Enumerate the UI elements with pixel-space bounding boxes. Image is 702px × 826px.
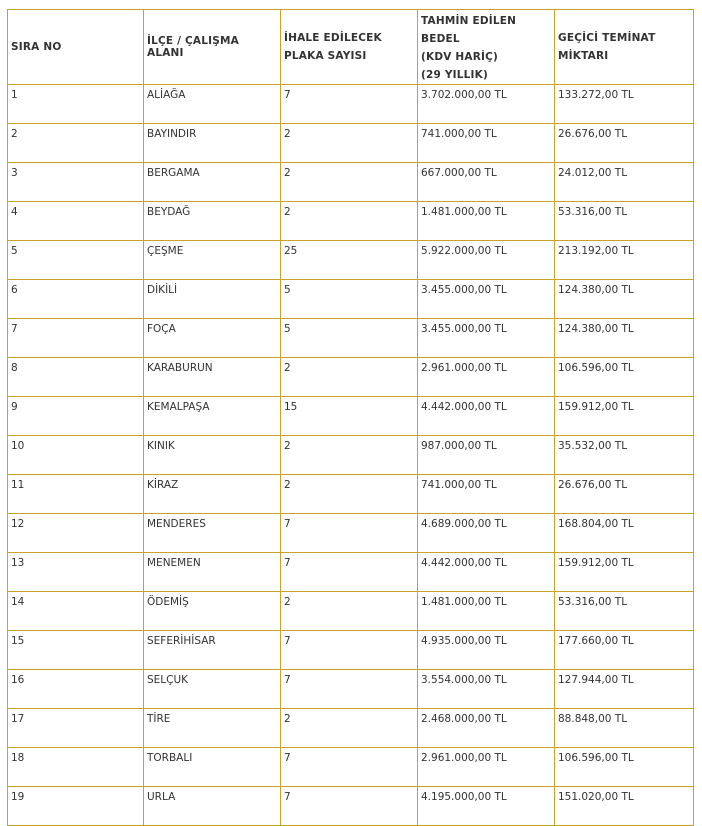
cell-sira-no: 18: [8, 748, 144, 787]
cell-gecici-teminat: 213.192,00 TL: [555, 241, 694, 280]
table-row: [8, 670, 694, 709]
cell-plaka-sayisi: 5: [281, 280, 418, 319]
cell-ilce: SEFERİHİSAR: [144, 631, 281, 670]
cell-gecici-teminat: 124.380,00 TL: [555, 280, 694, 319]
cell-gecici-teminat: 159.912,00 TL: [555, 553, 694, 592]
header-teminat-word2: TEMİNAT: [602, 32, 656, 44]
cell-ilce: MENDERES: [144, 514, 281, 553]
table-row: [8, 748, 694, 787]
cell-sira-no: 14: [8, 592, 144, 631]
cell-ilce: BERGAMA: [144, 163, 281, 202]
cell-ilce: BEYDAĞ: [144, 202, 281, 241]
cell-sira-no: 17: [8, 709, 144, 748]
cell-gecici-teminat: 168.804,00 TL: [555, 514, 694, 553]
table-row: [8, 631, 694, 670]
cell-ilce: KINIK: [144, 436, 281, 475]
cell-ilce: URLA: [144, 787, 281, 826]
cell-sira-no: 8: [8, 358, 144, 397]
table-row: [8, 592, 694, 631]
cell-sira-no: 4: [8, 202, 144, 241]
cell-sira-no: 1: [8, 85, 144, 124]
cell-plaka-sayisi: 2: [281, 436, 418, 475]
cell-tahmini-bedel: 2.468.000,00 TL: [418, 709, 555, 748]
cell-ilce: MENEMEN: [144, 553, 281, 592]
cell-sira-no: 15: [8, 631, 144, 670]
table-row: [8, 436, 694, 475]
header-teminat-line1: [558, 29, 690, 47]
cell-ilce: KARABURUN: [144, 358, 281, 397]
table-row: [8, 397, 694, 436]
table-row: [8, 514, 694, 553]
header-ilce-text: İLÇE / ÇALIŞMA ALANI: [147, 35, 239, 59]
table-header: [8, 10, 694, 85]
cell-plaka-sayisi: 7: [281, 631, 418, 670]
cell-tahmini-bedel: 3.554.000,00 TL: [418, 670, 555, 709]
cell-ilce: KEMALPAŞA: [144, 397, 281, 436]
cell-gecici-teminat: 106.596,00 TL: [555, 358, 694, 397]
cell-gecici-teminat: 124.380,00 TL: [555, 319, 694, 358]
header-tahmini-bedel: [418, 10, 555, 85]
cell-gecici-teminat: 177.660,00 TL: [555, 631, 694, 670]
table-row: [8, 787, 694, 826]
cell-tahmini-bedel: 2.961.000,00 TL: [418, 358, 555, 397]
cell-plaka-sayisi: 2: [281, 709, 418, 748]
cell-ilce: SELÇUK: [144, 670, 281, 709]
cell-ilce: BAYINDIR: [144, 124, 281, 163]
cell-tahmini-bedel: 987.000,00 TL: [418, 436, 555, 475]
header-sira-no: [8, 10, 144, 85]
cell-gecici-teminat: 106.596,00 TL: [555, 748, 694, 787]
header-plaka-word1: İHALE: [284, 32, 320, 44]
cell-ilce: TORBALI: [144, 748, 281, 787]
cell-tahmini-bedel: 741.000,00 TL: [418, 124, 555, 163]
cell-plaka-sayisi: 7: [281, 748, 418, 787]
header-plaka-line2: PLAKA SAYISI: [284, 50, 367, 62]
cell-gecici-teminat: 35.532,00 TL: [555, 436, 694, 475]
cell-tahmini-bedel: 1.481.000,00 TL: [418, 202, 555, 241]
cell-ilce: ALİAĞA: [144, 85, 281, 124]
ihale-table: [7, 9, 694, 826]
cell-gecici-teminat: 151.020,00 TL: [555, 787, 694, 826]
table-row: [8, 124, 694, 163]
cell-plaka-sayisi: 2: [281, 163, 418, 202]
cell-gecici-teminat: 53.316,00 TL: [555, 592, 694, 631]
cell-plaka-sayisi: 2: [281, 592, 418, 631]
cell-plaka-sayisi: 2: [281, 475, 418, 514]
cell-gecici-teminat: 53.316,00 TL: [555, 202, 694, 241]
cell-gecici-teminat: 24.012,00 TL: [555, 163, 694, 202]
cell-sira-no: 3: [8, 163, 144, 202]
table-row: [8, 319, 694, 358]
cell-ilce: ÖDEMİŞ: [144, 592, 281, 631]
cell-plaka-sayisi: 7: [281, 787, 418, 826]
table-row: [8, 85, 694, 124]
cell-ilce: DİKİLİ: [144, 280, 281, 319]
cell-tahmini-bedel: 3.455.000,00 TL: [418, 280, 555, 319]
cell-ilce: FOÇA: [144, 319, 281, 358]
table-row: [8, 163, 694, 202]
cell-tahmini-bedel: 3.455.000,00 TL: [418, 319, 555, 358]
cell-plaka-sayisi: 2: [281, 202, 418, 241]
table-row: [8, 709, 694, 748]
cell-plaka-sayisi: 7: [281, 514, 418, 553]
header-gecici-teminat: [555, 10, 694, 85]
cell-plaka-sayisi: 25: [281, 241, 418, 280]
cell-gecici-teminat: 159.912,00 TL: [555, 397, 694, 436]
cell-plaka-sayisi: 7: [281, 85, 418, 124]
cell-sira-no: 16: [8, 670, 144, 709]
header-plaka-word2: EDİLECEK: [323, 32, 382, 44]
table-row: [8, 241, 694, 280]
cell-tahmini-bedel: 4.689.000,00 TL: [418, 514, 555, 553]
cell-plaka-sayisi: 7: [281, 553, 418, 592]
cell-plaka-sayisi: 15: [281, 397, 418, 436]
header-teminat-word1: GEÇİCİ: [558, 32, 599, 44]
cell-plaka-sayisi: 2: [281, 358, 418, 397]
table-row: [8, 358, 694, 397]
header-plaka-sayisi: [281, 10, 418, 85]
cell-tahmini-bedel: 2.961.000,00 TL: [418, 748, 555, 787]
cell-tahmini-bedel: 4.442.000,00 TL: [418, 397, 555, 436]
cell-tahmini-bedel: 1.481.000,00 TL: [418, 592, 555, 631]
cell-sira-no: 11: [8, 475, 144, 514]
cell-tahmini-bedel: 4.195.000,00 TL: [418, 787, 555, 826]
cell-sira-no: 13: [8, 553, 144, 592]
cell-tahmini-bedel: 3.702.000,00 TL: [418, 85, 555, 124]
cell-sira-no: 19: [8, 787, 144, 826]
header-plaka-line1: [284, 29, 414, 47]
cell-ilce: ÇEŞME: [144, 241, 281, 280]
cell-sira-no: 12: [8, 514, 144, 553]
cell-sira-no: 6: [8, 280, 144, 319]
header-teminat-line2: MİKTARI: [558, 50, 609, 62]
cell-gecici-teminat: 26.676,00 TL: [555, 124, 694, 163]
cell-tahmini-bedel: 4.442.000,00 TL: [418, 553, 555, 592]
cell-sira-no: 5: [8, 241, 144, 280]
cell-ilce: KİRAZ: [144, 475, 281, 514]
cell-sira-no: 7: [8, 319, 144, 358]
cell-sira-no: 9: [8, 397, 144, 436]
table-body: [8, 85, 694, 826]
table-row: [8, 475, 694, 514]
cell-tahmini-bedel: 4.935.000,00 TL: [418, 631, 555, 670]
cell-gecici-teminat: 88.848,00 TL: [555, 709, 694, 748]
cell-gecici-teminat: 26.676,00 TL: [555, 475, 694, 514]
cell-plaka-sayisi: 7: [281, 670, 418, 709]
cell-gecici-teminat: 127.944,00 TL: [555, 670, 694, 709]
cell-plaka-sayisi: 5: [281, 319, 418, 358]
table-row: [8, 553, 694, 592]
table-row: [8, 280, 694, 319]
cell-gecici-teminat: 133.272,00 TL: [555, 85, 694, 124]
header-bedel-line3: (29 YILLIK): [421, 69, 488, 81]
cell-sira-no: 10: [8, 436, 144, 475]
cell-plaka-sayisi: 2: [281, 124, 418, 163]
header-ilce: [144, 10, 281, 85]
cell-sira-no: 2: [8, 124, 144, 163]
header-bedel-line2: (KDV HARİÇ): [421, 51, 499, 63]
header-sira-no-text: SIRA NO: [11, 41, 62, 53]
cell-tahmini-bedel: 741.000,00 TL: [418, 475, 555, 514]
cell-ilce: TİRE: [144, 709, 281, 748]
header-row: [8, 10, 694, 85]
header-bedel-line1: TAHMİN EDİLEN BEDEL: [421, 15, 517, 45]
table-row: [8, 202, 694, 241]
cell-tahmini-bedel: 5.922.000,00 TL: [418, 241, 555, 280]
cell-tahmini-bedel: 667.000,00 TL: [418, 163, 555, 202]
